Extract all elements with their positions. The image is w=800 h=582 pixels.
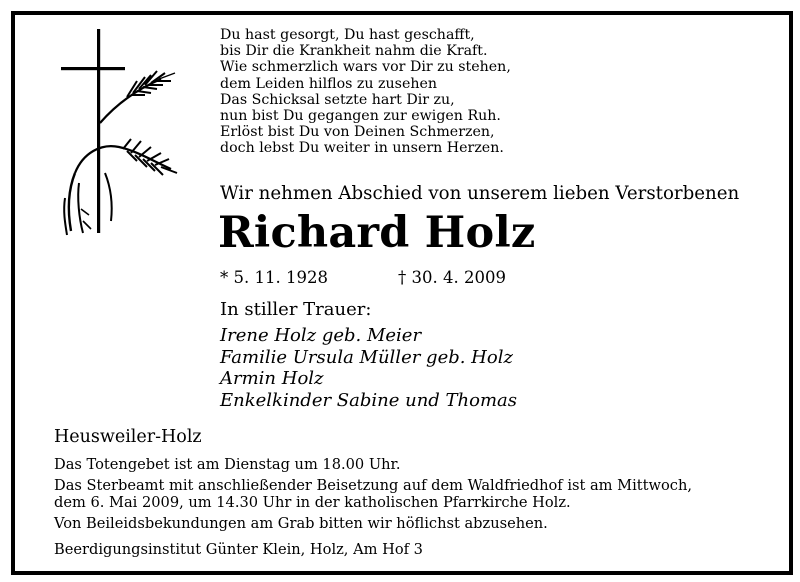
mourner-name: Familie Ursula Müller geb. Holz	[220, 346, 513, 368]
obituary-notice	[11, 11, 793, 575]
mourner-name: Irene Holz geb. Meier	[220, 325, 422, 346]
poem-line: doch lebst Du weiter in unsern Herzen.	[220, 140, 504, 157]
poem-line: Du hast gesorgt, Du hast geschafft,	[220, 27, 475, 43]
poem-line: Das Schicksal setzte hart Dir zu,	[220, 91, 455, 108]
farewell-intro: Wir nehmen Abschied von unserem lieben Verstorbenen	[220, 183, 740, 204]
poem	[220, 27, 760, 157]
requiem-note-line1: Das Sterbeamt mit anschließender Beisetzung auf dem Waldfriedhof ist am Mittwoch,	[54, 477, 692, 494]
poem-line: bis Dir die Krankheit nahm die Kraft.	[220, 43, 488, 60]
prayer-note: Das Totengebet ist am Dienstag um 18.00 Uhr.	[54, 456, 401, 473]
poem-line: dem Leiden hilflos zu zusehen	[220, 75, 438, 92]
mourners-list	[220, 325, 517, 411]
requiem-note-line2: dem 6. Mai 2009, um 14.30 Uhr in der katholischen Pfarrkirche Holz.	[54, 494, 571, 511]
mourning-label: In stiller Trauer:	[220, 299, 372, 320]
mourner-name: Armin Holz	[220, 368, 324, 389]
poem-line: Erlöst bist Du von Deinen Schmerzen,	[220, 124, 495, 141]
mourner-name: Enkelkinder Sabine und Thomas	[220, 389, 518, 411]
death-date: † 30. 4. 2009	[398, 268, 506, 287]
poem-line: nun bist Du gegangen zur ewigen Ruh.	[220, 108, 501, 125]
cross-with-wheat-icon	[53, 23, 183, 243]
birth-date: * 5. 11. 1928	[220, 268, 328, 287]
undertaker-note: Beerdigungsinstitut Günter Klein, Holz, Am Hof 3	[54, 541, 423, 558]
place-name: Heusweiler-Holz	[54, 427, 202, 447]
poem-line: Wie schmerzlich wars vor Dir zu stehen,	[220, 59, 511, 76]
deceased-name: Richard Holz	[218, 208, 536, 258]
condolences-note: Von Beileidsbekundungen am Grab bitten wir höflichst abzusehen.	[54, 515, 548, 532]
